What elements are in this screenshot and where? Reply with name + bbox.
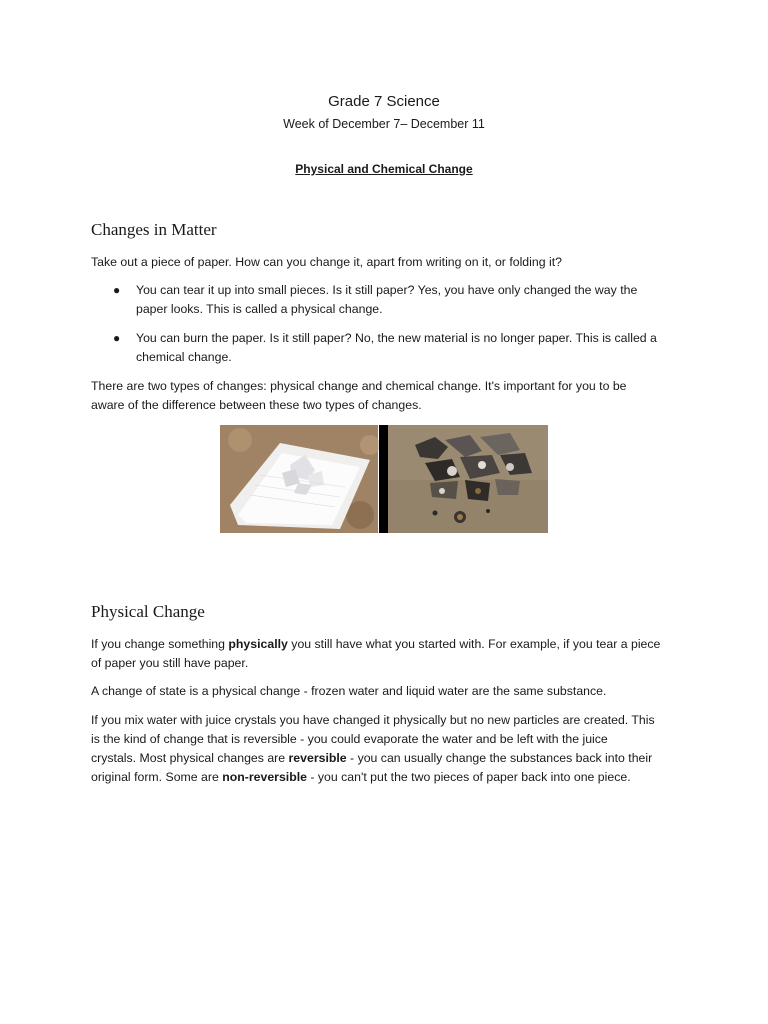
burnt-paper-photo-icon	[388, 425, 548, 533]
summary-line: There are two types of changes: physical change and chemical change. It's important for you to be	[91, 379, 627, 393]
physical-change-paragraph-3	[91, 711, 681, 787]
bullet-item-tear	[91, 281, 681, 321]
bold-term: physically	[228, 637, 288, 651]
bullet-line: You can burn the paper. Is it still paper? No, the new material is no longer paper. This is called a	[136, 331, 657, 345]
week-subtitle: Week of December 7– December 11	[283, 117, 485, 131]
bold-term: non-reversible	[222, 770, 307, 784]
torn-paper-photo-icon	[220, 425, 380, 533]
bold-term: reversible	[288, 751, 347, 765]
paragraph-line: If you change something physically you still have what you started with. For example, if you tear a piece	[91, 637, 661, 651]
topic-heading: Physical and Chemical Change	[295, 162, 473, 176]
paper-comparison-image	[220, 425, 548, 533]
physical-change-paragraph-1	[91, 635, 681, 673]
paragraph-line: is the kind of change that is reversible - you could evaporate the water and be left with the juice	[91, 732, 608, 746]
bullet-line: chemical change.	[136, 350, 232, 364]
intro-paragraph: Take out a piece of paper. How can you change it, apart from writing on it, or folding it?	[91, 255, 562, 269]
paragraph-line: crystals. Most physical changes are reversible - you can usually change the substances back into their	[91, 751, 653, 765]
physical-change-heading: Physical Change	[91, 602, 205, 621]
bullet-item-burn	[91, 329, 681, 369]
paragraph-line: If you mix water with juice crystals you have changed it physically but no new particles are created. This	[91, 713, 655, 727]
bullet-icon: ●	[113, 331, 121, 345]
summary-line: aware of the difference between these two types of changes.	[91, 398, 422, 412]
bullet-line: You can tear it up into small pieces. Is it still paper? Yes, you have only changed the way the	[136, 283, 638, 297]
paragraph-line: original form. Some are non-reversible - you can't put the two pieces of paper back into one piece.	[91, 770, 631, 784]
summary-paragraph	[91, 377, 681, 415]
image-divider	[379, 425, 388, 533]
paragraph-line: of paper you still have paper.	[91, 656, 249, 670]
changes-in-matter-heading: Changes in Matter	[91, 220, 217, 239]
bullet-icon: ●	[113, 283, 121, 297]
physical-change-paragraph-2: A change of state is a physical change - frozen water and liquid water are the same substance.	[91, 684, 607, 698]
document-title: Grade 7 Science	[328, 93, 440, 110]
bullet-line: paper looks. This is called a physical change.	[136, 302, 383, 316]
